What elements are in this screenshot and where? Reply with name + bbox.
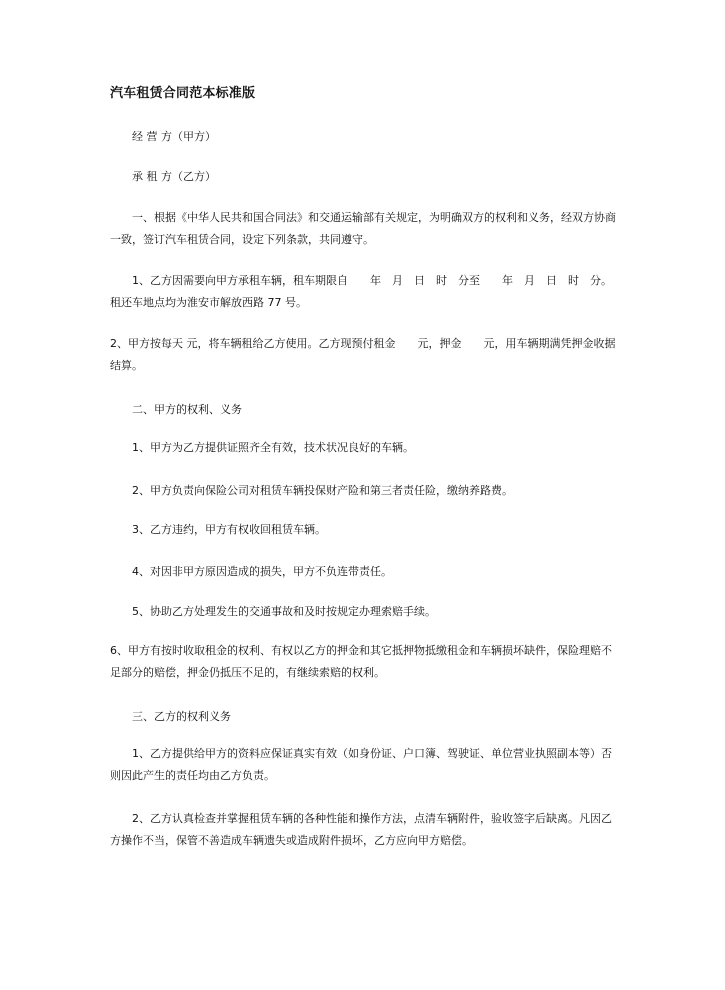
section-2-item-4: 4、对因非甲方原因造成的损失，甲方不负连带责任。: [132, 565, 392, 578]
section-2-item-3: 3、乙方违约，甲方有权收回租赁车辆。: [132, 523, 326, 536]
section-2-item-6: 6、甲方有按时收取租金的权利、有权以乙方的押金和其它抵押物抵缴租金和车辆损坏缺件，保险理赔不足部分的赔偿，押金仍抵压不足的，有继续索赔的权利。: [110, 644, 612, 679]
party-b-line: 承 租 方（乙方）: [132, 170, 216, 183]
section-3-heading: 三、乙方的权利义务: [132, 710, 231, 723]
clause-1-intro: 一、根据《中华人民共和国合同法》和交通运输部有关规定，为明确双方的权利和义务，经双方协商一致，签订汽车租赁合同，设定下列条款，共同遵守。: [110, 211, 616, 246]
section-3-item-2: 2、乙方认真检查并掌握租赁车辆的各种性能和操作方法，点清车辆附件，验收签字后缺离。凡因乙方操作不当，保管不善造成车辆遗失或造成附件损坏，乙方应向甲方赔偿。: [110, 812, 612, 847]
party-a-line: 经 营 方（甲方）: [132, 130, 216, 143]
section-2-item-1: 1、甲方为乙方提供证照齐全有效，技术状况良好的车辆。: [132, 441, 414, 454]
clause-1-item-1: 1、乙方因需要向甲方承租车辆，租车期限自 年 月 日 时 分至 年 月 日 时 分。租还车地点均为淮安市解放西路 77 号。: [110, 274, 612, 309]
section-3-item-1: 1、乙方提供给甲方的资料应保证真实有效（如身份证、户口簿、驾驶证、单位营业执照副本等）否则因此产生的责任均由乙方负责。: [110, 747, 612, 782]
section-2-item-2: 2、甲方负责向保险公司对租赁车辆投保财产险和第三者责任险，缴纳养路费。: [132, 484, 513, 497]
section-2-heading: 二、甲方的权利、义务: [132, 403, 242, 416]
section-2-item-5: 5、协助乙方处理发生的交通事故和及时按规定办理索赔手续。: [132, 605, 436, 618]
document-title: 汽车租赁合同范本标准版: [110, 86, 256, 101]
clause-1-item-2: 2、甲方按每天 元，将车辆租给乙方使用。乙方现预付租金 元，押金 元，用车辆期满凭押金收据结算。: [110, 337, 616, 372]
